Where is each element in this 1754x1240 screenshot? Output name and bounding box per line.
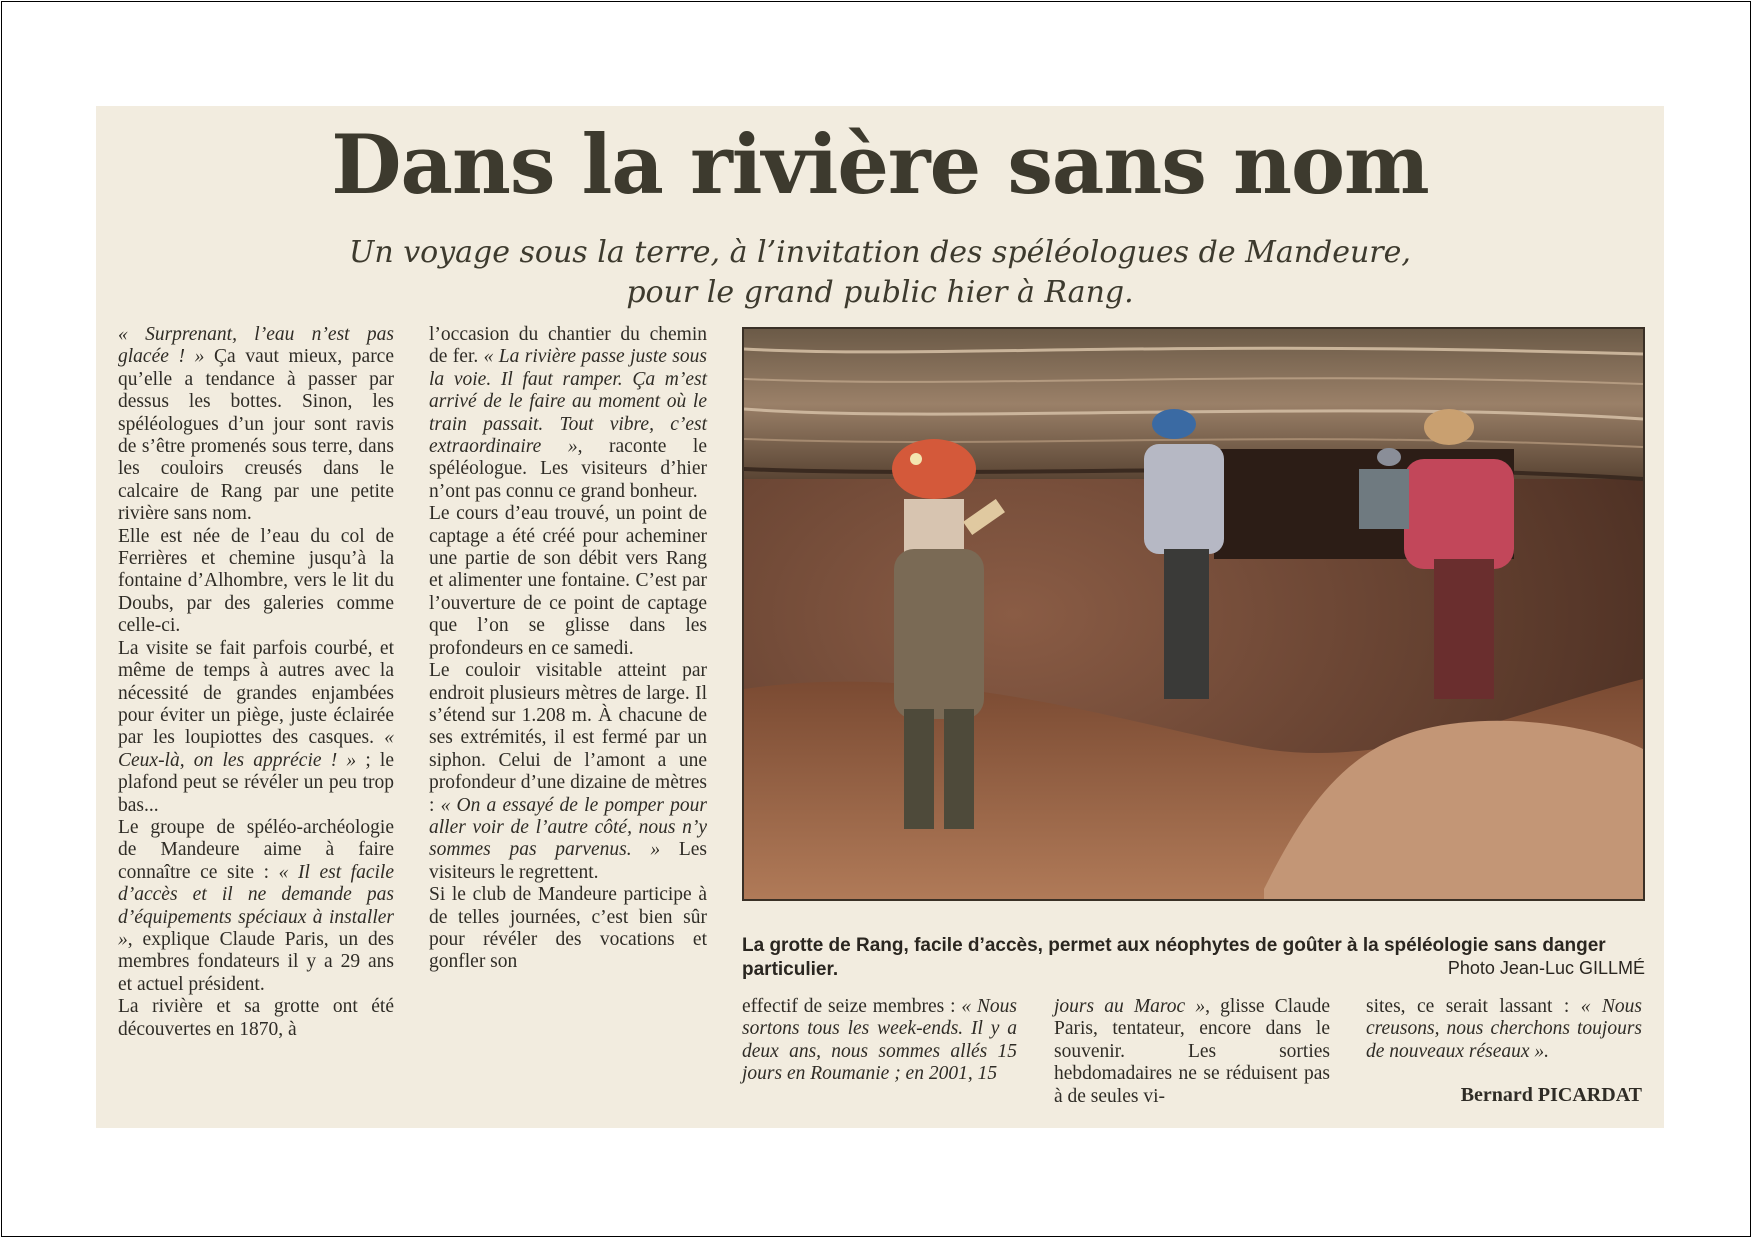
quote: jours au Maroc » — [1054, 996, 1206, 1017]
paragraph — [429, 884, 707, 974]
quote: « Il est facile d’accès et il ne demande pas d’équipements spéciaux à installer » — [118, 861, 394, 950]
text: La visite se fait parfois courbé, et même de temps à autres avec la nécessité de grandes enjambées pour éviter un piège, juste éclairée par les loupiottes des casques. — [118, 637, 394, 749]
text: , glisse Claude Paris, tentateur, encore dans le souvenir. Les sorties hebdomadaires ne se réduisent pas à de seules vi- — [1054, 996, 1330, 1107]
quote: « Nous sortons tous les week-ends. Il y a deux ans, nous sommes allés 15 jours en Roumanie ; en 2001, 15 — [742, 996, 1017, 1085]
newspaper-clipping — [96, 106, 1664, 1128]
quote: « La rivière passe juste sous la voie. Il faut ramper. Ça m’est arrivé de le faire au moment où le train passait. Tout vibre, c’est extraordinaire » — [429, 346, 707, 458]
paragraph — [429, 324, 707, 503]
text: Le cours d’eau trouvé, un point de captage a été créé pour acheminer une partie de son débit vers Rang et alimenter une fontaine. C’est par l’ouverture de ce point de captage que l’on se glisse dans les profondeurs en ce samedi. — [429, 503, 707, 659]
quote: « Nous creusons, nous cherchons toujours de nouveaux réseaux ». — [1366, 996, 1642, 1062]
paragraph — [1366, 996, 1642, 1063]
photo-credit: Photo Jean-Luc GILLMÉ — [1447, 958, 1645, 978]
paragraph — [742, 996, 1017, 1086]
article-column-5 — [1366, 996, 1642, 1063]
photo-caption: La grotte de Rang, facile d’accès, permet aux néophytes de goûter à la spéléologie sans danger particulier. — [742, 935, 1606, 980]
subtitle-line-2: pour le grand public hier à Rang. — [626, 275, 1134, 310]
article-column-3 — [742, 996, 1017, 1086]
text: effectif de seize membres : — [742, 996, 962, 1017]
paragraph — [429, 660, 707, 884]
cave-photo-icon — [744, 329, 1643, 899]
article-column-4 — [1054, 996, 1330, 1108]
paragraph — [1054, 996, 1330, 1108]
paragraph — [118, 996, 394, 1041]
text: , explique Claude Paris, un des membres fondateurs il y a 29 ans et actuel président. — [118, 928, 394, 995]
quote: « On a essayé de le pomper pour aller voir de l’autre côté, nous n’y sommes pas parvenus. » — [429, 794, 707, 861]
text: , raconte le spéléologue. Les visiteurs d’hier n’ont pas connu ce grand bonheur. — [429, 436, 708, 502]
text: La rivière et sa grotte ont été découvertes en 1870, à — [118, 996, 394, 1040]
subtitle-line-1: Un voyage sous la terre, à l’invitation des spéléologues de Mandeure, — [349, 235, 1411, 270]
text: Si le club de Mandeure participe à de telles journées, c’est bien sûr pour révéler des vocations et gonfler son — [429, 884, 707, 973]
paragraph — [118, 526, 394, 638]
quote: « Ceux-là, on les apprécie ! » — [118, 727, 394, 771]
text: Elle est née de l’eau du col de Ferrières et chemine jusqu’à la fontaine d’Alhombre, vers le lit du Doubs, par des galeries comme celle-ci. — [118, 525, 394, 637]
text: Le couloir visitable atteint par endroit plusieurs mètres de large. Il s’étend sur 1.208 m. À chacune de ses extrémités, il est fermé par un siphon. Celui de l’amont a une profondeur d’une dizaine de mètres : — [429, 660, 707, 816]
article-column-2 — [429, 324, 707, 974]
text: Les visiteurs le regrettent. — [429, 839, 708, 883]
text: l’occasion du chantier du chemin de fer. — [429, 324, 707, 368]
subtitle — [96, 233, 1664, 313]
quote: « Surprenant, l’eau n’est pas glacée ! » — [118, 324, 394, 368]
text: ; le plafond peut se révéler un peu trop bas... — [118, 749, 394, 816]
paragraph — [118, 638, 394, 817]
paragraph — [118, 817, 394, 996]
paragraph — [118, 324, 394, 526]
paragraph — [429, 503, 707, 660]
author-signature: Bernard PICARDAT — [1460, 1084, 1642, 1106]
text: Le groupe de spéléo-archéologie de Mandeure aime à faire connaître ce site : — [118, 816, 394, 883]
headline: Dans la rivière sans nom — [331, 118, 1429, 213]
article-column-1 — [118, 324, 394, 1041]
cave-photo — [742, 327, 1645, 901]
text: Ça vaut mieux, parce qu’elle a tendance à passer par dessus les bottes. Sinon, les spéléologues d’un jour sont ravis de s’être promenés sous terre, dans les couloirs creusés dans le calcaire de Rang par une petite rivière sans nom. — [118, 346, 394, 525]
text: sites, ce serait lassant : — [1366, 996, 1581, 1017]
